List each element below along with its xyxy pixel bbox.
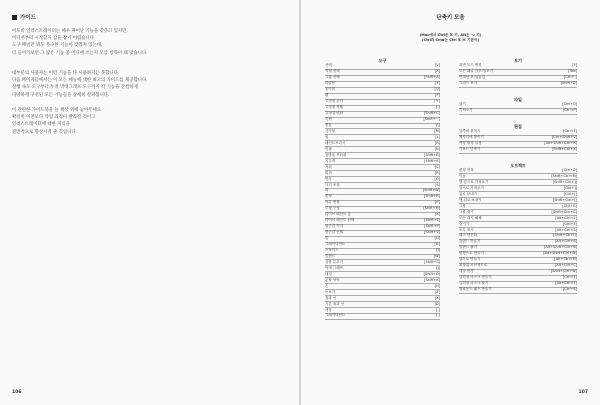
shortcut-key: [R] bbox=[434, 170, 440, 175]
shortcut-key: [S] bbox=[435, 182, 440, 187]
shortcut-key: [Shift+Ctrl+K] bbox=[551, 147, 577, 152]
shortcut-key: [Shift+Ctrl+[] bbox=[552, 197, 577, 202]
shortcut-key: [C] bbox=[434, 164, 440, 169]
shortcut-key: [Q] bbox=[434, 87, 440, 92]
shortcut-key: [Alt+Shift+Ctrl+B] bbox=[544, 245, 577, 250]
text-line: 전반적으로 향상시켜 줄 것입니다. bbox=[12, 129, 77, 135]
shortcut-key: [M] bbox=[434, 128, 440, 133]
shortcut-label: 반사 bbox=[325, 176, 332, 181]
shortcut-label: 변형으로 만들기 bbox=[459, 251, 484, 256]
text-line: 다음 페이지들에서는 이 모든 메뉴에 대한 최고의 가이드를 제공합니다. bbox=[12, 78, 148, 84]
shortcut-label: 블렌드 풀기 bbox=[459, 245, 478, 250]
text-line: 이 간편한 가이드북을 늘 책상 위에 놓아두세요. bbox=[12, 108, 103, 113]
shortcut-label: 컴파운드 패스 만들기 bbox=[459, 287, 492, 292]
shortcut-key: [Ctrl+;] bbox=[563, 75, 577, 80]
shortcut-key: [Ctrl+7] bbox=[562, 275, 577, 280]
shortcut-key: [Shift+O] bbox=[423, 271, 440, 276]
shortcut-label: 블렌드 bbox=[325, 253, 336, 258]
shortcut-label: 원 bbox=[325, 134, 329, 139]
shortcut-label: 그룹 bbox=[459, 203, 466, 208]
shortcut-label: 변형 bbox=[325, 194, 332, 199]
shortcut-label: 물방울 브러쉬 bbox=[325, 152, 347, 157]
shortcut-key: [Shift+C] bbox=[423, 111, 440, 116]
right-page bbox=[301, 0, 600, 405]
shortcut-label: 대상 변경 bbox=[459, 269, 474, 274]
text-line: 실행 속도 도구부터 누적 막대그래프 도구까지 각 기능을 간결하게 bbox=[12, 85, 138, 91]
shortcut-label: 맨 뒤로 보내기 bbox=[459, 197, 482, 202]
shortcut-label: 망 bbox=[325, 236, 329, 241]
text-line: 더 들어가보면 그 많은 기능 중 어디에 쓰는지 모를 항목이 꽤 많습니다. bbox=[12, 50, 148, 56]
square-bullet-icon bbox=[12, 15, 17, 20]
text-line: 어디서부터 시작할지 감을 잡기 어렵습니다. bbox=[12, 36, 96, 42]
shortcut-label: 그룹 풀기 bbox=[459, 209, 474, 214]
group-spacer bbox=[459, 154, 577, 163]
shortcut-label: 자유 변형 bbox=[325, 200, 340, 205]
tools-column bbox=[325, 58, 440, 320]
shortcut-key: [Shift+K] bbox=[424, 277, 440, 282]
shortcut-key: [Ctrl+O] bbox=[562, 102, 577, 107]
shortcut-label: 숨기기 bbox=[459, 221, 470, 226]
shortcut-label: 고정점 변환 bbox=[325, 111, 344, 116]
body-paragraph bbox=[12, 70, 212, 99]
shortcut-key: [E] bbox=[435, 200, 440, 205]
shortcut-key: [Alt+Ctrl+7] bbox=[555, 281, 577, 286]
shortcut-key: [B] bbox=[434, 140, 440, 145]
closing-paragraph bbox=[12, 107, 212, 136]
shortcut-label: 사각형 bbox=[325, 128, 336, 133]
shortcut-key: [Shift+E] bbox=[424, 158, 440, 163]
shortcut-subtitle bbox=[301, 33, 600, 44]
shortcut-key: [Alt+Ctrl+B] bbox=[555, 239, 577, 244]
shortcut-key: [Shift+B] bbox=[423, 152, 440, 157]
shortcut-key: [Ctrl+P] bbox=[562, 108, 577, 113]
group-spacer bbox=[459, 115, 577, 124]
shortcut-key: [,] bbox=[436, 307, 440, 312]
shortcut-label: 라이브 페인트 선택 bbox=[325, 218, 355, 223]
shortcut-label: 페인트브러시 bbox=[325, 140, 346, 145]
shortcut-label: 막대 그래프 bbox=[325, 265, 344, 270]
shortcut-key: [W] bbox=[433, 253, 440, 258]
shortcut-label: 분할 영역 bbox=[325, 277, 340, 282]
shortcut-key: [L] bbox=[435, 134, 440, 139]
shortcut-key: [Shift+S] bbox=[424, 259, 440, 264]
shortcut-group-title: 도구 bbox=[378, 58, 387, 63]
shortcut-label: 지우개 bbox=[325, 158, 336, 163]
shortcut-key: [\] bbox=[436, 122, 440, 127]
shortcut-label: 뒤로 보내기 bbox=[459, 191, 478, 196]
shortcut-key: [Shift+Ctrl+W] bbox=[550, 269, 577, 274]
shortcut-label: 스포이드 bbox=[325, 248, 339, 252]
shortcut-label: 회전 bbox=[325, 170, 332, 175]
shortcut-key: [Ctrl+Shift+V] bbox=[551, 135, 577, 140]
shortcut-label: 변형 반복 bbox=[459, 167, 474, 172]
shortcut-key: [P] bbox=[435, 93, 440, 98]
shortcut-label: 원근감 격자 bbox=[325, 224, 344, 229]
shortcut-key: [Tab] bbox=[568, 69, 577, 74]
shortcut-label: 화면 모드 변경 bbox=[459, 63, 482, 68]
shortcut-label: 클리핑 마스크 풀기 bbox=[459, 281, 489, 286]
shortcut-key: [X] bbox=[434, 295, 440, 300]
shortcut-key: [Shift+P] bbox=[424, 224, 440, 229]
shortcut-label: 선분 bbox=[325, 122, 332, 127]
text-line: 도구 패널만 봐도 무수한 기능이 갖춰져 있는데, bbox=[12, 43, 103, 49]
shortcut-key: [-] bbox=[436, 105, 440, 110]
shortcut-key: [Ctrl+F] bbox=[563, 129, 577, 134]
shortcut-label: 가져오기 bbox=[459, 108, 473, 113]
shortcut-label: 최상위 오브젝트로 bbox=[459, 263, 488, 268]
shortcut-label: 모든 대지 해제 bbox=[459, 215, 482, 220]
text-line: 대부분의 사용자는 이런 기능을 다 사용하지는 못합니다. bbox=[12, 71, 120, 76]
shortcut-key: [Ctrl+[] bbox=[563, 191, 577, 196]
text-line: 다양하게 구성된 모든 기능들을 상세히 살펴봅니다. bbox=[12, 92, 110, 98]
shortcut-label: 펜 bbox=[325, 93, 329, 98]
shortcut-key: [.] bbox=[436, 313, 440, 318]
shortcut-key: [Alt+Ctrl+2] bbox=[555, 215, 577, 220]
shortcut-key: [V] bbox=[434, 63, 440, 68]
shortcut-key: [Y] bbox=[435, 81, 440, 86]
shortcut-key: [Shift+Ctrl+G] bbox=[551, 209, 577, 214]
shortcut-label: 색상 bbox=[325, 307, 332, 312]
shortcut-label: 색상 환경 설정 bbox=[459, 141, 482, 146]
shortcut-label: 그레이디언트 bbox=[325, 242, 346, 247]
shortcut-label: 고정점 삭제 bbox=[325, 105, 344, 110]
shortcut-key: [Shift+V] bbox=[423, 230, 440, 235]
shortcut-label: 손 bbox=[325, 283, 329, 288]
shortcut-label: 대지 bbox=[325, 271, 332, 276]
shortcut-key: [Ctrl+D] bbox=[562, 167, 577, 172]
shortcut-key: [H] bbox=[434, 283, 440, 288]
shortcut-label: 돋보기 bbox=[325, 289, 336, 294]
shortcut-label: 망으로 만들기 bbox=[459, 257, 481, 262]
shortcut-label: 패스 단순화 bbox=[459, 233, 478, 238]
shortcut-label: 이동 bbox=[459, 173, 466, 178]
shortcut-label: 칠과 선 bbox=[325, 295, 337, 300]
shortcut-key: [Ctrl+3] bbox=[562, 221, 577, 226]
shortcut-key: [Ctrl+G] bbox=[562, 203, 577, 208]
shortcut-key: [K] bbox=[434, 212, 440, 217]
intro-paragraph bbox=[12, 28, 212, 57]
shortcut-row bbox=[459, 288, 577, 294]
shortcut-key: [F] bbox=[572, 63, 577, 68]
page-number: 106 bbox=[12, 390, 22, 395]
shortcut-title: 단축키 모음 bbox=[436, 15, 465, 21]
shortcut-key: [O] bbox=[434, 176, 440, 181]
shortcut-key: [Shift+Ctrl+M] bbox=[551, 173, 577, 178]
shortcut-label: 곡선 bbox=[325, 117, 332, 122]
shortcut-label: 마술봉 bbox=[325, 81, 336, 86]
shortcut-label: 그레이디언트 bbox=[325, 313, 346, 318]
shortcut-group-title: 보기 bbox=[514, 58, 522, 63]
shortcut-key: [Shift+Ctrl+J] bbox=[553, 233, 577, 238]
subtitle-line: (Mac에서 Ctrl은 ⌘ 키, Alt는 ⌥ 키) bbox=[419, 33, 482, 37]
text-line: 어도비 일러스트레이터는 매우 뛰어난 기능을 갖추고 있지만, bbox=[12, 29, 128, 34]
shortcut-label: 앞쪽에 붙이기 bbox=[459, 129, 481, 134]
subtitle-line: (Ctrl과 Cmd는 Ctrl 또 ⌘ 기본이) bbox=[421, 38, 480, 43]
section-title: 가이드 bbox=[20, 15, 36, 21]
shortcut-key: [I] bbox=[436, 248, 440, 252]
shortcut-label: 모든 패널 감추기/보기 bbox=[459, 69, 493, 74]
shortcut-label: 블렌드 만들기 bbox=[459, 239, 481, 244]
shortcut-key: [Shift+R] bbox=[423, 194, 440, 199]
shortcut-label: 연필 bbox=[325, 146, 332, 151]
shortcut-label: 폭 bbox=[325, 188, 329, 193]
shortcut-label: 가위 bbox=[325, 164, 332, 169]
shortcut-key: [G] bbox=[434, 242, 440, 247]
shortcut-key: [Z] bbox=[434, 289, 440, 294]
shortcut-label: 선택 bbox=[325, 63, 332, 68]
shortcut-key: [Shift+Ctrl+]] bbox=[552, 179, 577, 184]
shortcut-label: 크기 조절 bbox=[325, 182, 340, 187]
guide-header bbox=[12, 13, 36, 21]
shortcut-label: 그룹 선택 bbox=[325, 75, 340, 80]
shortcut-label: 라이브 페인트 통 bbox=[325, 212, 351, 217]
shortcut-key: [Shift+D] bbox=[560, 81, 577, 86]
shortcut-key: [Alt+Shift+Ctrl+W] bbox=[543, 251, 577, 256]
shortcut-key: [Ctrl+]] bbox=[563, 185, 577, 190]
shortcut-label: 직접 선택 bbox=[325, 69, 340, 74]
shortcut-key: [Alt+Ctrl+C] bbox=[554, 263, 577, 268]
shortcut-key: [Alt+Ctrl+M] bbox=[554, 257, 577, 262]
shortcut-label: 심볼 분무기 bbox=[325, 259, 344, 264]
text-line: 일러스트레이터에 대한 지식을 bbox=[12, 122, 70, 128]
shortcut-label: 올가미 bbox=[325, 87, 336, 92]
shortcut-label: 맨 앞으로 가져오기 bbox=[459, 179, 489, 184]
shortcut-group-title: 오브젝트 bbox=[510, 162, 526, 168]
shortcut-key: [A] bbox=[434, 69, 440, 74]
shortcut-label: 원근감 선택 bbox=[325, 230, 344, 235]
left-page bbox=[0, 0, 299, 405]
shortcut-label: 제자리에 붙이기 bbox=[459, 135, 484, 140]
group-spacer bbox=[459, 88, 577, 97]
shortcut-key: [D] bbox=[434, 301, 440, 306]
shortcut-key: [Alt+Ctrl+3] bbox=[555, 227, 577, 232]
shortcut-label: 고정점 추가 bbox=[325, 99, 344, 104]
shortcut-row bbox=[325, 314, 440, 320]
shortcut-label: 열기 bbox=[459, 102, 466, 107]
text-line: 확실히 이전보다 작업 과정이 빨라질 것이고 bbox=[12, 115, 96, 121]
shortcut-key: [N] bbox=[434, 146, 440, 151]
shortcut-key: [Ctrl+8] bbox=[562, 287, 577, 292]
shortcut-key: [U] bbox=[434, 236, 440, 241]
shortcut-label: 기본 칠과 선 bbox=[325, 301, 345, 306]
shortcut-label: 도형 구성 bbox=[325, 206, 340, 211]
shortcut-group-title: 편집 bbox=[514, 123, 522, 129]
shortcut-key: [Shift+L] bbox=[424, 218, 440, 223]
shortcut-key: [Alt+Shift+Ctrl+K] bbox=[544, 141, 577, 146]
shortcut-key: [Shift+A] bbox=[423, 75, 440, 80]
shortcut-label: 키보드 단축키 bbox=[459, 147, 481, 152]
shortcut-label: 클리핑 마스크 만들기 bbox=[459, 275, 492, 280]
page-number: 107 bbox=[578, 390, 588, 395]
shortcut-key: [Shift+~] bbox=[423, 117, 440, 122]
shortcut-label: 그리드 보기 bbox=[459, 81, 478, 86]
shortcut-key: [+] bbox=[434, 99, 440, 104]
shortcut-label: 앞으로 가져오기 bbox=[459, 185, 484, 190]
shortcut-label: 모두 표시 bbox=[459, 227, 474, 232]
shortcut-key: [J] bbox=[436, 265, 440, 270]
shortcut-key: [Shift+W] bbox=[422, 188, 440, 193]
shortcut-group-title: 파일 bbox=[514, 96, 522, 102]
menus-column bbox=[459, 58, 577, 294]
shortcut-key: [Shift+M] bbox=[423, 206, 440, 211]
shortcut-label: 안내선 보기/숨김 bbox=[459, 75, 485, 80]
